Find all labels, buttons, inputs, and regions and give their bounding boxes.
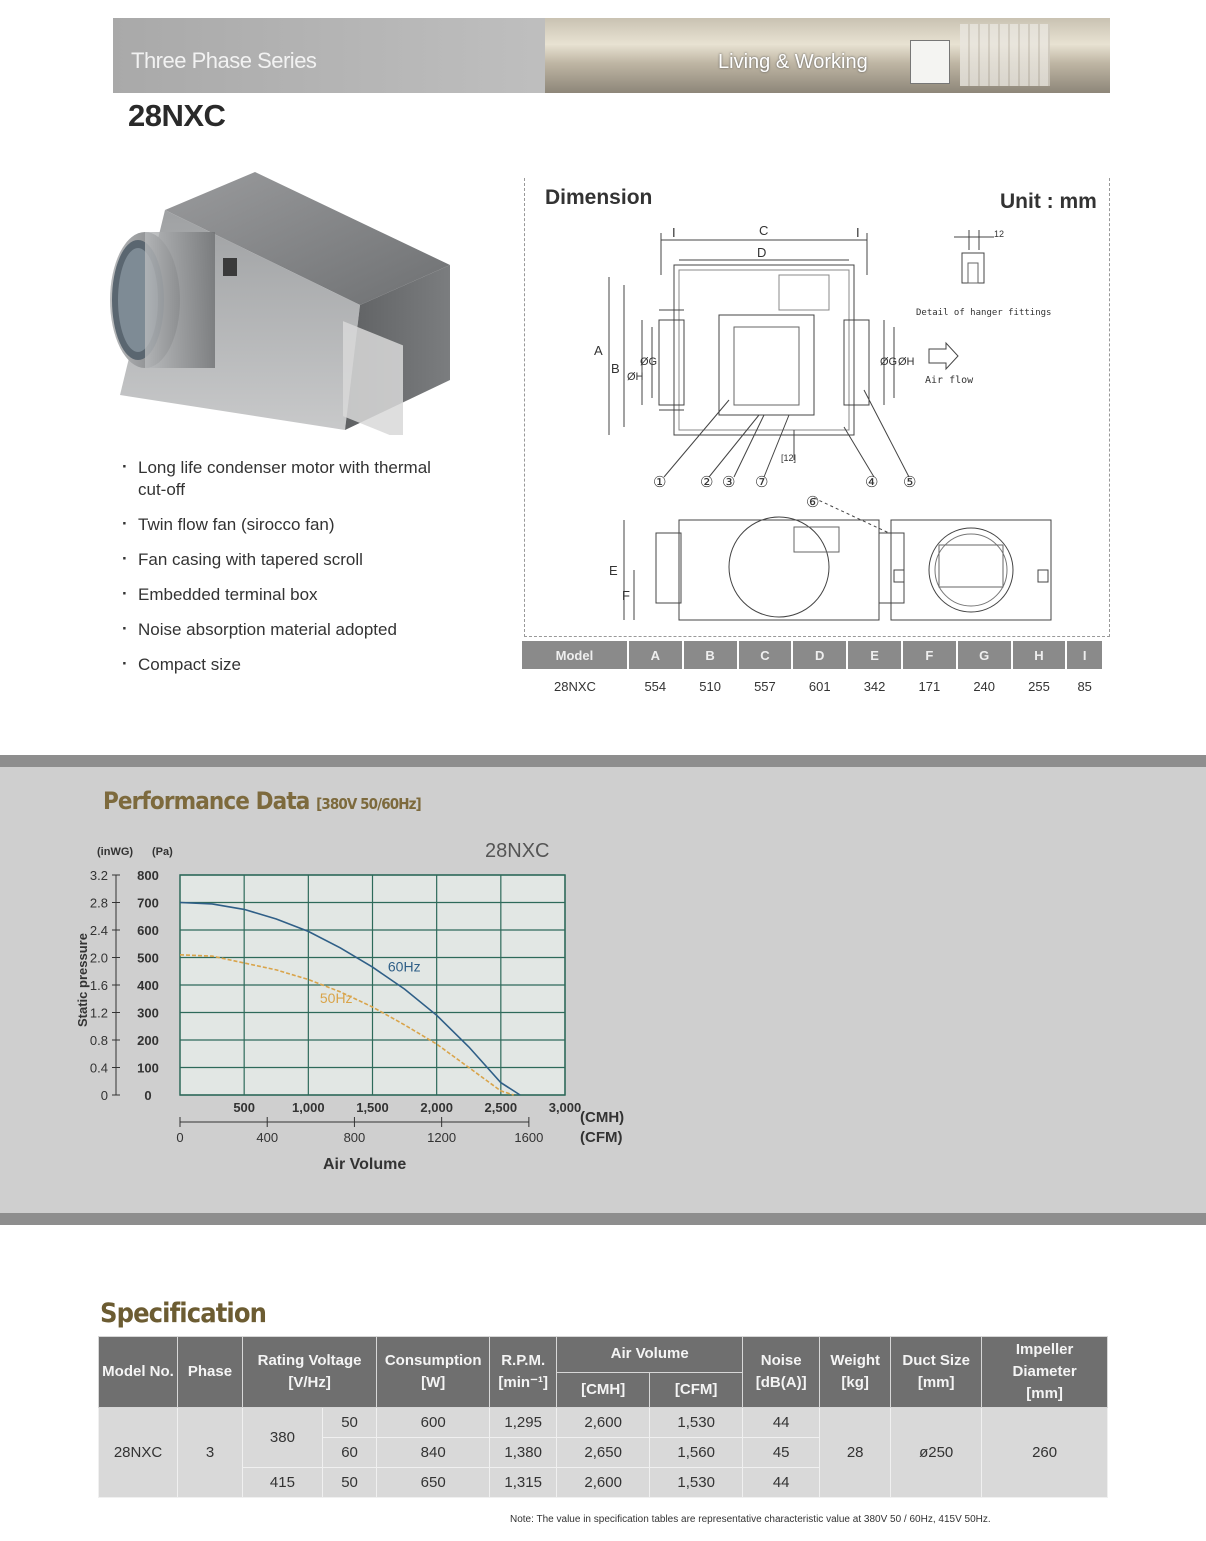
dimension-unit: Unit : mm bbox=[1000, 190, 1097, 213]
x-tick-cfm: 400 bbox=[256, 1130, 279, 1145]
dim-label-a: A bbox=[594, 343, 603, 358]
feature-item: · Noise absorption material adopted bbox=[120, 619, 450, 641]
feature-item: · Long life condenser motor with thermal cut-off bbox=[120, 457, 450, 501]
y-tick-inwg: 0.4 bbox=[89, 1060, 108, 1076]
dim-header: D bbox=[792, 641, 847, 669]
y-tick-inwg: 0.8 bbox=[89, 1033, 108, 1048]
header-cmh: [CMH] bbox=[557, 1372, 650, 1408]
dim-label-b: B bbox=[611, 361, 620, 376]
dim-label-e: E bbox=[609, 563, 618, 578]
cell-consumption: 840 bbox=[377, 1438, 490, 1468]
cell-phase: 3 bbox=[178, 1408, 243, 1498]
section-divider bbox=[0, 1213, 1206, 1225]
series-label-60Hz: 60Hz bbox=[387, 958, 421, 975]
header-impeller-text: Impeller Diameter bbox=[1012, 1341, 1077, 1380]
dim-header: G bbox=[957, 641, 1012, 669]
x-tick-cmh: 1,000 bbox=[292, 1100, 325, 1115]
performance-title-text: Performance Data bbox=[103, 787, 310, 815]
dim-cell: 510 bbox=[699, 678, 721, 694]
bookshelf-image bbox=[960, 24, 1050, 86]
x-tick-cmh: 500 bbox=[233, 1100, 256, 1115]
x-tick-cmh: 2,500 bbox=[484, 1100, 518, 1115]
series-label-50Hz: 50Hz bbox=[319, 989, 353, 1006]
cell-cfm: 1,560 bbox=[650, 1438, 743, 1468]
x-tick-cfm: 1600 bbox=[514, 1130, 544, 1145]
cell-noise: 45 bbox=[743, 1438, 820, 1468]
specification-table bbox=[98, 1336, 1108, 1498]
feature-item: · Twin flow fan (sirocco fan) bbox=[120, 514, 450, 536]
dim-label-f: F bbox=[622, 588, 630, 603]
cell-noise: 44 bbox=[743, 1408, 820, 1438]
cell-hz: 50 bbox=[322, 1408, 376, 1438]
dim-cell: 342 bbox=[863, 678, 886, 694]
callout-2: ② bbox=[700, 474, 714, 491]
x-unit-cmh: (CMH) bbox=[580, 1109, 625, 1126]
cell-model: 28NXC bbox=[99, 1408, 178, 1498]
dim-cell: 85 bbox=[1077, 678, 1092, 694]
dim-header: C bbox=[738, 641, 793, 669]
table-row bbox=[99, 1408, 1108, 1438]
header-duct bbox=[891, 1337, 982, 1408]
header-voltage-unit: [V/Hz] bbox=[288, 1374, 331, 1391]
header-rpm-unit: [min⁻¹] bbox=[498, 1374, 548, 1391]
x-unit-cfm: (CFM) bbox=[580, 1129, 623, 1146]
header-duct-text: Duct Size bbox=[902, 1352, 970, 1369]
dim-label-d: D bbox=[757, 245, 767, 260]
y-tick-pa: 0 bbox=[144, 1088, 152, 1103]
y-tick-inwg: 1.6 bbox=[89, 978, 108, 993]
cell-rpm: 1,380 bbox=[490, 1438, 557, 1468]
callout-6: ⑥ bbox=[806, 494, 820, 511]
performance-subtitle: [380V 50/60Hz] bbox=[316, 795, 421, 813]
y-tick-pa: 100 bbox=[137, 1060, 159, 1076]
header-model bbox=[99, 1337, 178, 1408]
section-divider bbox=[0, 755, 1206, 767]
y-tick-pa: 400 bbox=[137, 978, 159, 993]
header-rpm bbox=[490, 1337, 557, 1408]
dim-cell: 240 bbox=[973, 678, 996, 694]
y-tick-inwg: 2.4 bbox=[89, 923, 108, 938]
cell-cmh: 2,650 bbox=[557, 1438, 650, 1468]
x-tick-cfm: 0 bbox=[176, 1130, 184, 1145]
dim-header: A bbox=[628, 641, 683, 669]
y-tick-inwg: 2.8 bbox=[89, 895, 108, 911]
dim-header: E bbox=[847, 641, 902, 669]
y-unit-right: (Pa) bbox=[152, 846, 173, 858]
dim-cell: 255 bbox=[1028, 678, 1050, 694]
callout-1: ① bbox=[653, 474, 667, 491]
dim-cell: 171 bbox=[918, 678, 941, 694]
dim-cell: 28NXC bbox=[553, 678, 596, 694]
chart-title: 28NXC bbox=[485, 840, 550, 862]
cell-cmh: 2,600 bbox=[557, 1408, 650, 1438]
x-tick-cfm: 800 bbox=[343, 1130, 366, 1145]
dim-cell: 557 bbox=[754, 678, 776, 694]
dim-cell: 601 bbox=[808, 678, 831, 694]
cell-consumption: 600 bbox=[377, 1408, 490, 1438]
header-cfm: [CFM] bbox=[650, 1372, 743, 1408]
hanger-detail-label: Detail of hanger fittings bbox=[916, 308, 1052, 318]
airflow-label: Air flow bbox=[925, 375, 974, 386]
dim-label-c: C bbox=[759, 223, 769, 238]
header-consumption-text: Consumption bbox=[384, 1352, 482, 1369]
dim-label-oh-left: ØH bbox=[627, 371, 644, 383]
cell-voltage: 415 bbox=[243, 1468, 323, 1498]
footnote: Note: The value in specification tables are representative characteristic value at 380V 50 / 60Hz, 415V 50Hz. bbox=[510, 1514, 991, 1525]
header-consumption-unit: [W] bbox=[421, 1374, 446, 1391]
cell-rpm: 1,315 bbox=[490, 1468, 557, 1498]
y-tick-pa: 800 bbox=[137, 868, 159, 883]
y-tick-inwg: 3.2 bbox=[89, 868, 108, 883]
cell-duct: ø250 bbox=[891, 1408, 982, 1498]
y-tick-pa: 200 bbox=[137, 1033, 159, 1048]
header-rpm-text: R.P.M. bbox=[501, 1352, 546, 1369]
cell-consumption: 650 bbox=[377, 1468, 490, 1498]
performance-chart bbox=[60, 835, 660, 1180]
cell-cmh: 2,600 bbox=[557, 1468, 650, 1498]
dim-label-oh-right: ØH bbox=[898, 356, 915, 368]
feature-item: · Embedded terminal box bbox=[120, 584, 450, 606]
header-model-text: Model No. bbox=[102, 1363, 174, 1380]
y-tick-pa: 700 bbox=[137, 895, 159, 911]
header-air-volume: Air Volume bbox=[557, 1337, 743, 1373]
header-weight-unit: [kg] bbox=[841, 1374, 869, 1391]
x-axis-label: Air Volume bbox=[323, 1156, 407, 1173]
dim-header: Model bbox=[522, 641, 628, 669]
series-title: Three Phase Series bbox=[131, 48, 317, 73]
x-tick-cmh: 1,500 bbox=[356, 1100, 389, 1115]
cell-voltage: 380 bbox=[243, 1408, 323, 1468]
cell-hz: 50 bbox=[322, 1468, 376, 1498]
x-tick-cfm: 1200 bbox=[427, 1130, 457, 1145]
y-unit-left: (inWG) bbox=[97, 846, 134, 858]
dim-header: F bbox=[902, 641, 957, 669]
y-tick-pa: 300 bbox=[137, 1005, 159, 1021]
dim-header: H bbox=[1012, 641, 1067, 669]
dim-label-12: 12 bbox=[994, 229, 1005, 239]
dim-header: I bbox=[1066, 641, 1103, 669]
callout-7: ⑦ bbox=[755, 474, 769, 491]
header-phase: Phase bbox=[178, 1337, 243, 1408]
y-tick-inwg: 1.2 bbox=[89, 1005, 108, 1021]
cell-rpm: 1,295 bbox=[490, 1408, 557, 1438]
header-voltage bbox=[243, 1337, 377, 1408]
dimension-title: Dimension bbox=[545, 186, 653, 209]
dim-label-12-paren: [12] bbox=[781, 453, 797, 463]
dim-header: B bbox=[683, 641, 738, 669]
callout-3: ③ bbox=[722, 474, 736, 491]
header-noise bbox=[743, 1337, 820, 1408]
x-tick-cmh: 3,000 bbox=[548, 1100, 582, 1115]
banner-subtitle: Living & Working bbox=[718, 51, 868, 73]
header-weight-text: Weight bbox=[830, 1352, 881, 1369]
header-voltage-text: Rating Voltage bbox=[257, 1352, 362, 1369]
cell-cfm: 1,530 bbox=[650, 1408, 743, 1438]
dimension-table bbox=[522, 641, 1104, 703]
callout-5: ⑤ bbox=[903, 474, 917, 491]
dim-label-i-left: I bbox=[672, 225, 676, 240]
feature-list bbox=[120, 457, 450, 689]
y-tick-pa: 600 bbox=[137, 923, 159, 938]
cell-cfm: 1,530 bbox=[650, 1468, 743, 1498]
dim-label-og-left: ØG bbox=[640, 356, 658, 368]
y-tick-inwg: 2.0 bbox=[89, 950, 108, 966]
performance-title bbox=[103, 787, 421, 815]
header-banner bbox=[113, 18, 1110, 93]
x-tick-cmh: 2,000 bbox=[420, 1100, 453, 1115]
feature-item: · Compact size bbox=[120, 654, 450, 676]
header-noise-unit: [dB(A)] bbox=[755, 1374, 807, 1391]
dim-label-i-right: I bbox=[856, 225, 860, 240]
y-tick-inwg: 0 bbox=[100, 1088, 108, 1103]
page-title: 28NXC bbox=[128, 98, 226, 133]
cell-weight: 28 bbox=[820, 1408, 891, 1498]
cell-noise: 44 bbox=[743, 1468, 820, 1498]
header-impeller bbox=[982, 1337, 1108, 1408]
header-duct-unit: [mm] bbox=[917, 1374, 955, 1391]
header-consumption bbox=[377, 1337, 490, 1408]
cell-impeller: 260 bbox=[982, 1408, 1108, 1498]
callout-4: ④ bbox=[865, 474, 879, 491]
dimension-drawing bbox=[524, 215, 1108, 635]
dim-cell: 554 bbox=[644, 678, 667, 694]
cell-hz: 60 bbox=[322, 1438, 376, 1468]
y-tick-pa: 500 bbox=[137, 950, 159, 966]
dim-label-og-right: ØG bbox=[880, 356, 898, 368]
header-noise-text: Noise bbox=[760, 1352, 802, 1369]
header-weight bbox=[820, 1337, 891, 1408]
header-impeller-unit: [mm] bbox=[1026, 1385, 1063, 1402]
specification-title: Specification bbox=[100, 1298, 267, 1329]
product-image bbox=[105, 170, 465, 435]
feature-item: · Fan casing with tapered scroll bbox=[120, 549, 450, 571]
whiteboard-image bbox=[910, 40, 950, 84]
y-axis-label: Static pressure bbox=[75, 933, 90, 1027]
